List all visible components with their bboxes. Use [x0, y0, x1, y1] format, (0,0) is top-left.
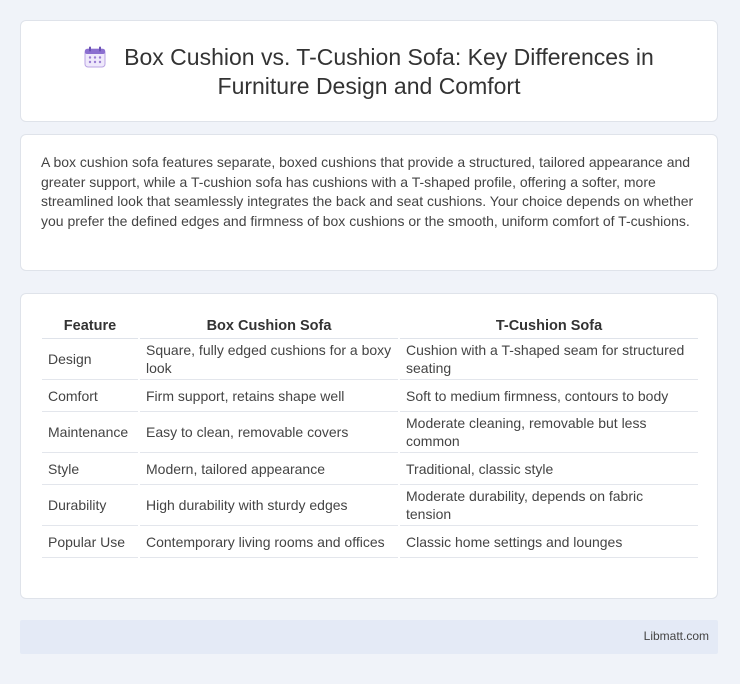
- table-row: [42, 453, 698, 485]
- box-cushion-cell: Easy to clean, removable covers: [139, 412, 399, 453]
- comparison-table: [42, 313, 698, 558]
- title-line-1: Box Cushion vs. T-Cushion Sofa: Key Differences in: [124, 44, 654, 70]
- box-cushion-cell: Modern, tailored appearance: [139, 453, 399, 485]
- summary-card: [20, 134, 718, 271]
- t-cushion-cell: Moderate cleaning, removable but less common: [399, 412, 698, 453]
- table-row: [42, 412, 698, 453]
- t-cushion-cell: Cushion with a T-shaped seam for structured seating: [399, 339, 698, 380]
- feature-cell: Style: [42, 453, 139, 485]
- feature-cell: Maintenance: [42, 412, 139, 453]
- table-row: [42, 339, 698, 380]
- feature-cell: Design: [42, 339, 139, 380]
- summary-text: A box cushion sofa features separate, boxed cushions that provide a structured, tailored appearance and greater support, while a T-cushion sofa has cushions with a T-shaped profile, offering a softer, more streamlined look that seamlessly integrates the back and seat cushions. Your choice depends on whether you prefer the defined edges and firmness of box cushions or the smooth, uniform comfort of T-cushions.: [41, 154, 694, 229]
- box-cushion-cell: Square, fully edged cushions for a boxy look: [139, 339, 399, 380]
- box-cushion-cell: Firm support, retains shape well: [139, 380, 399, 412]
- table-row: [42, 526, 698, 558]
- t-cushion-cell: Moderate durability, depends on fabric tension: [399, 485, 698, 526]
- feature-cell: Popular Use: [42, 526, 139, 558]
- footer: [20, 620, 718, 654]
- table-row: [42, 485, 698, 526]
- header-card: [20, 20, 718, 122]
- footer-brand-link[interactable]: Libmatt.com: [643, 629, 709, 643]
- comparison-table-card: [20, 293, 718, 599]
- t-cushion-cell: Traditional, classic style: [399, 453, 698, 485]
- feature-cell: Durability: [42, 485, 139, 526]
- title-line-2: Furniture Design and Comfort: [217, 73, 521, 99]
- box-cushion-cell: Contemporary living rooms and offices: [139, 526, 399, 558]
- column-header-feature: Feature: [42, 313, 139, 339]
- table-header-row: [42, 313, 698, 339]
- t-cushion-cell: Soft to medium firmness, contours to body: [399, 380, 698, 412]
- table-row: [42, 380, 698, 412]
- feature-cell: Comfort: [42, 380, 139, 412]
- column-header-t-cushion: T-Cushion Sofa: [399, 313, 698, 339]
- page-title: [21, 43, 717, 101]
- box-cushion-cell: High durability with sturdy edges: [139, 485, 399, 526]
- column-header-box-cushion: Box Cushion Sofa: [139, 313, 399, 339]
- t-cushion-cell: Classic home settings and lounges: [399, 526, 698, 558]
- calendar-icon: [84, 46, 106, 68]
